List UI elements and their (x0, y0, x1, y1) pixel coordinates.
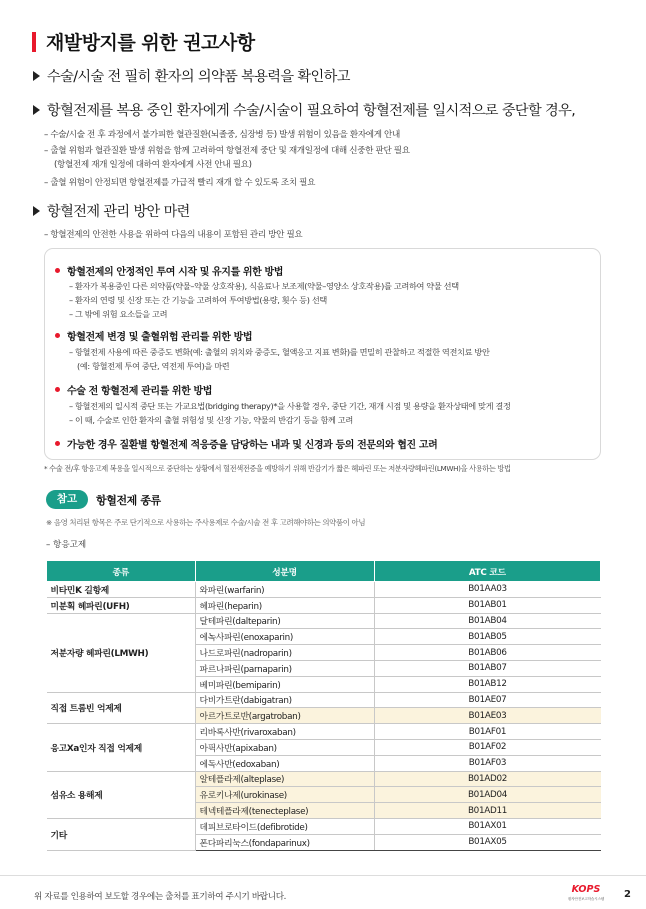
bullet-heading-3: 항혈전제 관리 방안 마련 (33, 201, 190, 221)
atc-code: B01AD02 (374, 771, 601, 787)
anticoagulant-label: – 항응고제 (46, 540, 87, 550)
drug-ingredient: 데피브로타이드(defibrotide) (195, 818, 374, 834)
drug-ingredient: 폰다파리눅스(fondaparinux) (195, 834, 374, 850)
drug-category: 섬유소 용해제 (47, 771, 196, 818)
kops-logo-mark: KOPS (571, 884, 601, 895)
drug-ingredient: 리바록사반(rivaroxaban) (195, 724, 374, 740)
atc-code: B01AF03 (374, 755, 601, 771)
triangle-bullet-icon (33, 105, 40, 115)
card-line: – 항혈전제의 일시적 중단 또는 가교요법(bridging therapy)*을 사용할 경우, 중단 기간, 재개 시점 및 용량을 환자상태에 맞게 결정 (69, 401, 511, 411)
detail-line: – 항혈전제의 안전한 사용을 위하여 다음의 내용이 포함된 관리 방안 필요 (44, 230, 303, 240)
atc-code: B01AD11 (374, 803, 601, 819)
drug-ingredient: 헤파린(heparin) (195, 597, 374, 613)
table-row (47, 818, 601, 834)
card-line: – 환자가 복용중인 다른 의약품(약물–약물 상호작용), 식음료나 보조제(약물–영양소 상호작용)를 고려하여 약물 선택 (69, 281, 459, 291)
card-line: – 환자의 연령 및 신장 또는 간 기능을 고려하여 투여방법(용량, 횟수 등) 선택 (69, 295, 327, 305)
management-card (44, 248, 601, 460)
atc-code: B01AE07 (374, 692, 601, 708)
reference-title: 항혈전제 종류 (96, 494, 161, 507)
card-heading: 항혈전제 변경 및 출혈위험 관리를 위한 방법 (55, 328, 252, 343)
drug-category: 미분획 헤파린(UFH) (47, 597, 196, 613)
table-row (47, 597, 601, 613)
page-title-text: 재발방지를 위한 권고사항 (46, 32, 255, 54)
atc-code: B01AB01 (374, 597, 601, 613)
card-heading: 가능한 경우 질환별 항혈전제 적응증을 담당하는 내과 및 신경과 등의 전문의와 협진 고려 (55, 436, 437, 451)
footnote: * 수술 전/후 항응고제 복용을 일시적으로 중단하는 상황에서 혈전색전증을 예방하기 위해 반감기가 짧은 헤파린 또는 저분자량헤파린(LMWH)을 사용하는 방법 (44, 464, 511, 473)
detail-line: – 출혈 위험이 안정되면 항혈전제를 가급적 빨리 재개 할 수 있도록 조치 필요 (44, 178, 316, 188)
drug-ingredient: 다비가트란(dabigatran) (195, 692, 374, 708)
red-dot-icon (55, 333, 60, 338)
table-row (47, 613, 601, 629)
atc-code: B01AX05 (374, 834, 601, 850)
footer-notice: 위 자료를 인용하여 보도할 경우에는 출처를 표기하여 주시기 바랍니다. (34, 892, 287, 902)
card-heading: 항혈전제의 안정적인 투여 시작 및 유지를 위한 방법 (55, 263, 283, 278)
drug-category: 직접 트롬빈 억제제 (47, 692, 196, 724)
drug-category: 비타민K 길항제 (47, 582, 196, 598)
atc-code: B01AB05 (374, 629, 601, 645)
kops-logo-subtitle: 환자안전보고학습시스템 (568, 897, 604, 901)
drug-ingredient: 아르가트로반(argatroban) (195, 708, 374, 724)
red-dot-icon (55, 441, 60, 446)
drug-ingredient: 유로키나제(urokinase) (195, 787, 374, 803)
drug-ingredient: 에독사반(edoxaban) (195, 755, 374, 771)
card-line: – 항혈전제 사용에 따른 중증도 변화(예: 출혈의 위치와 중증도, 혈액응고 지표 변화)를 면밀히 관찰하고 적절한 역전치료 방안 (69, 347, 490, 357)
red-dot-icon (55, 268, 60, 273)
drug-ingredient: 와파린(warfarin) (195, 582, 374, 598)
drug-ingredient: 에녹사파린(enoxaparin) (195, 629, 374, 645)
card-heading: 수술 전 항혈전제 관리를 위한 방법 (55, 382, 212, 397)
drug-ingredient: 달테파린(dalteparin) (195, 613, 374, 629)
reference-note: ※ 음영 처리된 항목은 주로 단기적으로 사용하는 주사용제로 수술/시술 전 후 고려해야하는 의약품이 아님 (46, 518, 366, 527)
drug-ingredient: 알테플라제(alteplase) (195, 771, 374, 787)
drug-category: 저분자량 헤파린(LMWH) (47, 613, 196, 692)
atc-code: B01AD04 (374, 787, 601, 803)
drug-category: 응고Xa인자 직접 억제제 (47, 724, 196, 771)
page-number: 2 (624, 889, 631, 900)
atc-code: B01AB04 (374, 613, 601, 629)
atc-code: B01AB12 (374, 676, 601, 692)
atc-code: B01AF02 (374, 739, 601, 755)
page-title (32, 28, 255, 55)
detail-line: – 출혈 위험과 혈관질환 발생 위험을 함께 고려하여 항혈전제 중단 및 재개일정에 대해 신중한 판단 필요 (44, 146, 410, 156)
drug-ingredient: 나드로파린(nadroparin) (195, 645, 374, 661)
kops-logo (563, 884, 609, 906)
triangle-bullet-icon (33, 206, 40, 216)
drug-ingredient: 파르나파린(parnaparin) (195, 660, 374, 676)
column-header: ATC 코드 (374, 561, 601, 582)
card-line: – 그 밖에 위험 요소들을 고려 (69, 309, 168, 319)
table-row (47, 724, 601, 740)
drug-category: 기타 (47, 818, 196, 850)
table-row (47, 582, 601, 598)
atc-code: B01AX01 (374, 818, 601, 834)
detail-line: (항혈전제 재개 일정에 대하여 환자에게 사전 안내 필요) (54, 160, 252, 170)
drug-ingredient: 테넥테플라제(tenecteplase) (195, 803, 374, 819)
bullet-heading-2: 항혈전제를 복용 중인 환자에게 수술/시술이 필요하여 항혈전제를 일시적으로 중단할 경우, (33, 100, 575, 120)
title-accent-bar (32, 32, 36, 52)
bullet-heading-1: 수술/시술 전 필히 환자의 의약품 복용력을 확인하고 (33, 66, 350, 86)
atc-code: B01AE03 (374, 708, 601, 724)
column-header: 성분명 (195, 561, 374, 582)
table-row (47, 692, 601, 708)
footer-divider (0, 875, 646, 876)
red-dot-icon (55, 387, 60, 392)
card-line: (예: 항혈전제 투여 중단, 역전제 투여)을 마련 (77, 361, 230, 371)
atc-code: B01AA03 (374, 582, 601, 598)
reference-badge: 참고 (46, 490, 88, 509)
detail-line: – 수술/시술 전 후 과정에서 불가피한 혈관질환(뇌졸중, 심장병 등) 발생 위험이 있음을 환자에게 안내 (44, 130, 400, 140)
atc-code: B01AB07 (374, 660, 601, 676)
table-row (47, 771, 601, 787)
table-header-row (47, 561, 601, 582)
drug-ingredient: 베미파린(bemiparin) (195, 676, 374, 692)
drug-table (46, 560, 601, 851)
card-line: – 이 때, 수술로 인한 환자의 출혈 위험성 및 신장 기능, 약물의 반감기 등을 함께 고려 (69, 415, 353, 425)
atc-code: B01AB06 (374, 645, 601, 661)
column-header: 종류 (47, 561, 196, 582)
triangle-bullet-icon (33, 71, 40, 81)
drug-ingredient: 아픽사반(apixaban) (195, 739, 374, 755)
atc-code: B01AF01 (374, 724, 601, 740)
